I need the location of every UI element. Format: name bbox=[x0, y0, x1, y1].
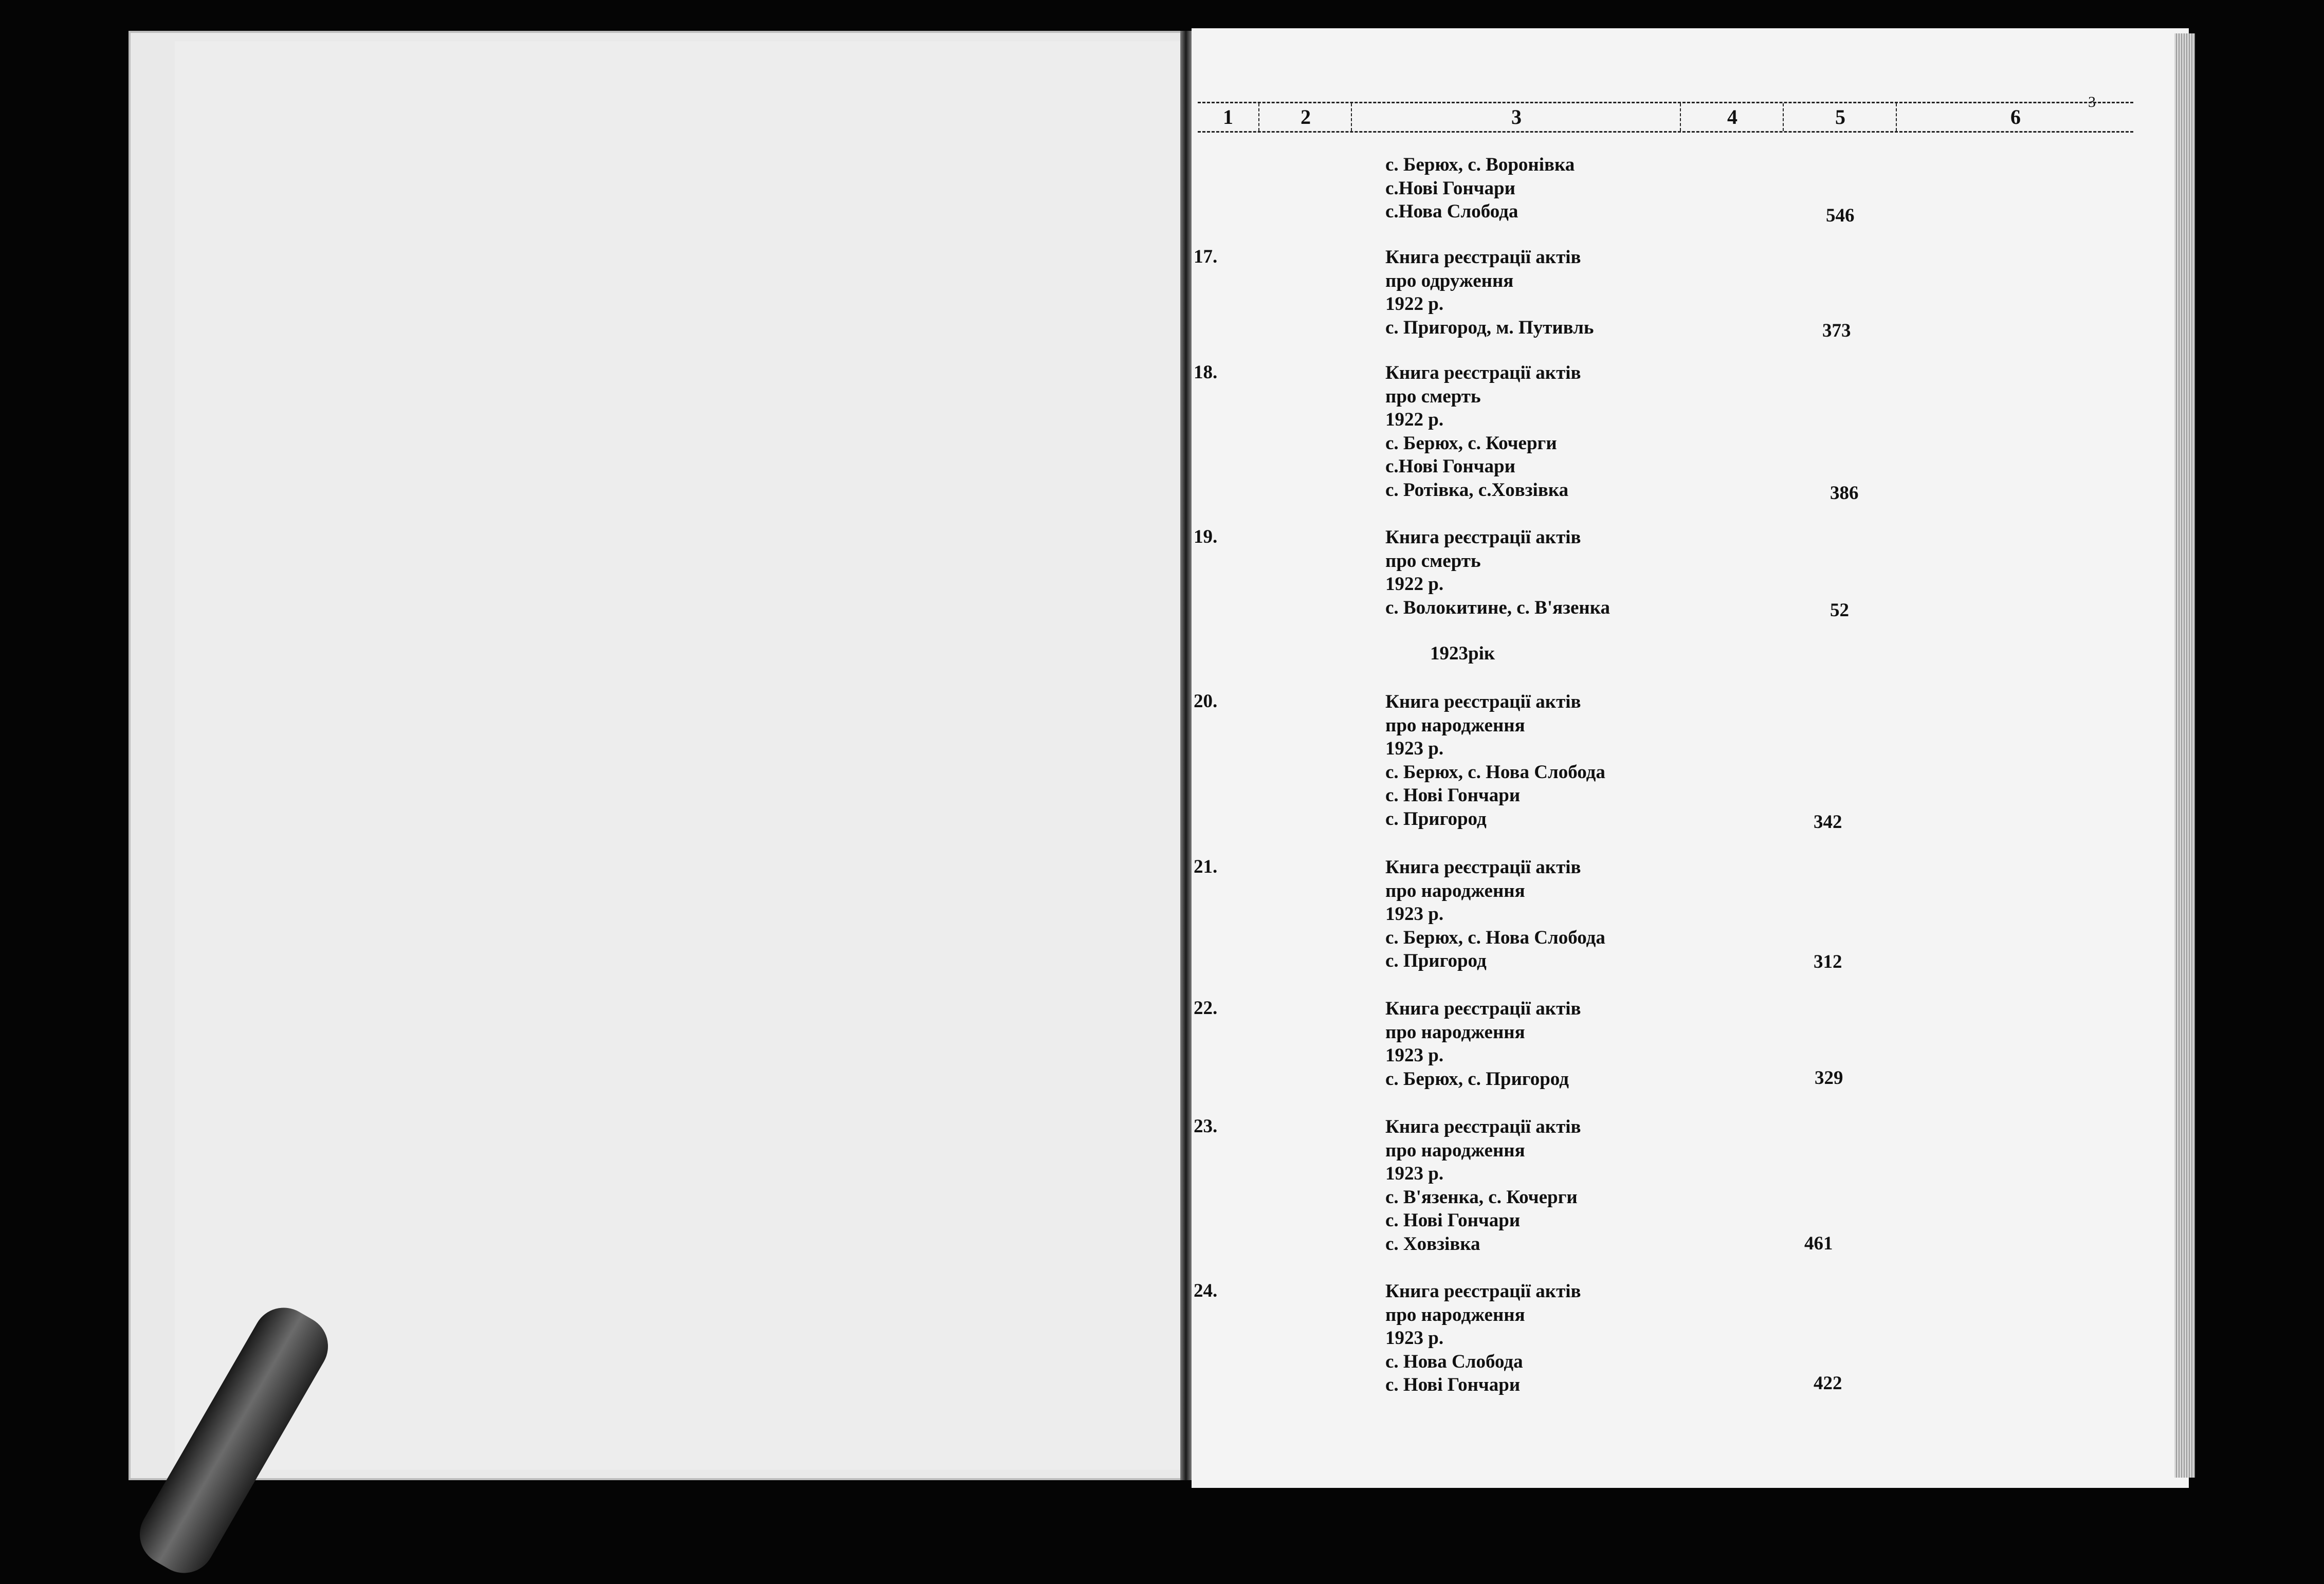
entry-value: 312 bbox=[1814, 951, 1842, 973]
entry-line: про смерть bbox=[1385, 385, 1581, 409]
entry-line: с. Пригород bbox=[1385, 949, 1605, 973]
entry-number: 22. bbox=[1194, 997, 1217, 1019]
entry-line: с.Нова Слобода bbox=[1385, 200, 1575, 224]
entry-line: про народження bbox=[1385, 1139, 1581, 1163]
entry-line: с. Нова Слобода bbox=[1385, 1350, 1581, 1374]
entry-line: с.Нові Гончари bbox=[1385, 455, 1581, 478]
entry-number: 20. bbox=[1194, 690, 1217, 712]
entry-line: Книга реєстрації актів bbox=[1385, 361, 1581, 385]
entry-line: 1922 р. bbox=[1385, 408, 1581, 432]
entry-value: 342 bbox=[1814, 811, 1842, 833]
continuation-entry bbox=[1385, 153, 1575, 224]
entry-line: 1923 р. bbox=[1385, 1044, 1581, 1067]
entry-line: про народження bbox=[1385, 879, 1605, 903]
year-heading: 1923рік bbox=[1430, 642, 1495, 665]
entry-line: Книга реєстрації актів bbox=[1385, 856, 1605, 879]
entry-line: Книга реєстрації актів bbox=[1385, 690, 1605, 714]
entry-line: 1923 р. bbox=[1385, 1162, 1581, 1186]
column-header-1: 1 bbox=[1198, 103, 1258, 131]
left-page-blank bbox=[129, 31, 1182, 1480]
left-page-surface bbox=[175, 41, 1182, 1470]
page-number: 3 bbox=[2088, 94, 2096, 111]
entry-number: 18. bbox=[1194, 361, 1217, 383]
entry-line: про одруження bbox=[1385, 269, 1594, 293]
entry-description bbox=[1385, 690, 1605, 831]
entry-description bbox=[1385, 1280, 1581, 1397]
entry-description bbox=[1385, 856, 1605, 973]
entry-line: Книга реєстрації актів bbox=[1385, 1280, 1581, 1303]
book-spine bbox=[1180, 31, 1192, 1480]
entry-line: с. Нові Гончари bbox=[1385, 1209, 1581, 1232]
entry-description bbox=[1385, 361, 1581, 502]
entry-line: с. Берюх, с. Нова Слобода bbox=[1385, 761, 1605, 784]
column-header-5: 5 bbox=[1783, 103, 1897, 131]
entry-line: 1923 р. bbox=[1385, 1327, 1581, 1350]
entry-line: 1923 р. bbox=[1385, 737, 1605, 761]
entry-number: 23. bbox=[1194, 1115, 1217, 1137]
page-stack-edges bbox=[2174, 33, 2195, 1478]
entry-value: 373 bbox=[1822, 320, 1851, 342]
entry-line: 1922 р. bbox=[1385, 573, 1610, 596]
entry-description bbox=[1385, 997, 1581, 1091]
column-header-4: 4 bbox=[1680, 103, 1784, 131]
entry-line: про смерть bbox=[1385, 549, 1610, 573]
entry-line: с. Берюх, с. Кочерги bbox=[1385, 432, 1581, 455]
entry-line: с. Хoвзівка bbox=[1385, 1232, 1581, 1256]
entry-line: с. Нові Гончари bbox=[1385, 1373, 1581, 1397]
entry-line: про народження bbox=[1385, 714, 1605, 738]
entry-value: 422 bbox=[1814, 1372, 1842, 1394]
entry-line: Книга реєстрації актів bbox=[1385, 1115, 1581, 1139]
entry-description bbox=[1385, 526, 1610, 619]
entry-line: с.Нові Гончари bbox=[1385, 177, 1575, 200]
entry-line: Книга реєстрації актів bbox=[1385, 997, 1581, 1021]
entry-line: 1923 р. bbox=[1385, 902, 1605, 926]
column-header-3: 3 bbox=[1351, 103, 1681, 131]
entry-value: 546 bbox=[1826, 205, 1855, 227]
column-header-6: 6 bbox=[1896, 103, 2134, 131]
entry-line: про народження bbox=[1385, 1303, 1581, 1327]
entry-description bbox=[1385, 246, 1594, 339]
entry-line: 1922 р. bbox=[1385, 292, 1594, 316]
right-page bbox=[1192, 28, 2189, 1488]
entry-value: 461 bbox=[1804, 1232, 1833, 1255]
entry-line: с. Берюх, с. Воронівка bbox=[1385, 153, 1575, 177]
entry-number: 24. bbox=[1194, 1280, 1217, 1302]
entry-number: 21. bbox=[1194, 856, 1217, 878]
entry-line: с. Волокитине, с. В'язенка bbox=[1385, 596, 1610, 620]
entry-line: про народження bbox=[1385, 1021, 1581, 1044]
column-header-row bbox=[1198, 102, 2133, 133]
entry-number: 19. bbox=[1194, 526, 1217, 548]
entry-line: с. Пригород bbox=[1385, 807, 1605, 831]
entry-line: с. В'язенка, с. Кочерги bbox=[1385, 1186, 1581, 1209]
column-header-2: 2 bbox=[1258, 103, 1352, 131]
entry-number: 17. bbox=[1194, 246, 1217, 268]
entry-line: с. Берюх, с. Нова Слобода bbox=[1385, 926, 1605, 950]
entry-line: Книга реєстрації актів bbox=[1385, 526, 1610, 549]
entry-description bbox=[1385, 1115, 1581, 1256]
entry-value: 386 bbox=[1830, 482, 1859, 504]
entry-line: с. Ротівка, с.Хoвзівка bbox=[1385, 478, 1581, 502]
entry-line: с. Нові Гончари bbox=[1385, 784, 1605, 807]
entry-line: с. Пригород, м. Путивль bbox=[1385, 316, 1594, 340]
entry-line: Книга реєстрації актів bbox=[1385, 246, 1594, 269]
entry-value: 329 bbox=[1815, 1067, 1843, 1089]
entry-value: 52 bbox=[1830, 599, 1849, 621]
entry-line: с. Берюх, с. Пригород bbox=[1385, 1067, 1581, 1091]
